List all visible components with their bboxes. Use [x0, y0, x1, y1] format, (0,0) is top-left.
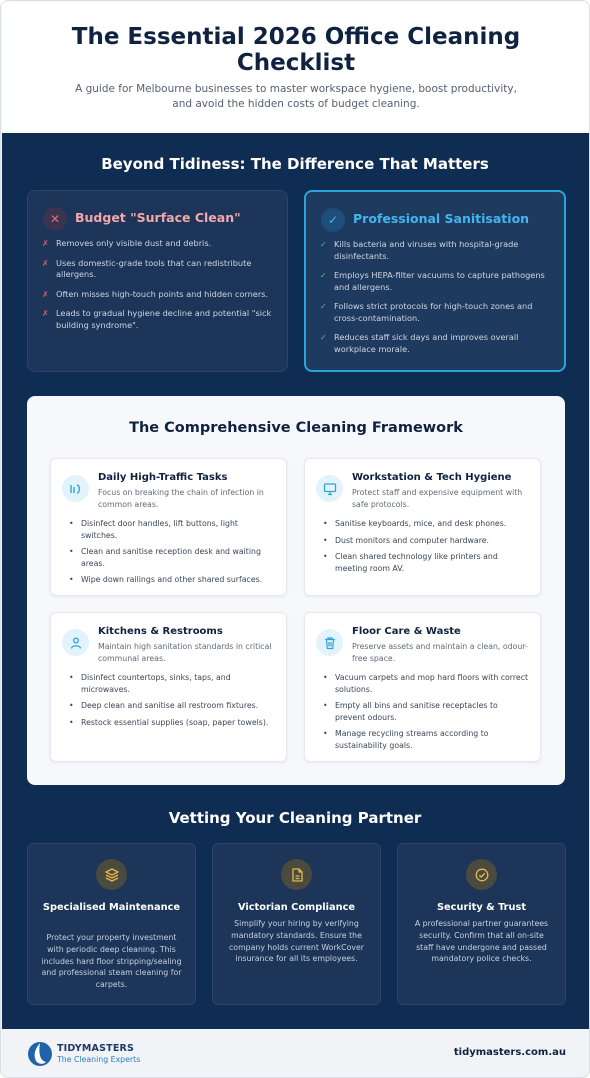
- list-item: • Disinfect door handles, lift buttons, light switches.: [68, 518, 276, 541]
- task-card-list: [322, 672, 530, 756]
- list-item: ✓ Employs HEPA-filter vacuums to capture pathogens and allergens.: [320, 270, 545, 292]
- check-mark-icon: ✓: [320, 240, 327, 249]
- budget-clean-list: [42, 238, 273, 339]
- vetting-card-title: Specialised Maintenance: [42, 902, 181, 913]
- brand-name: TIDYMASTERS: [57, 1043, 135, 1054]
- list-item: ✗ Uses domestic-grade tools that can redistribute allergens.: [42, 257, 252, 279]
- check-icon: ✓: [321, 208, 345, 232]
- list-item: • Restock essential supplies (soap, paper towels).: [68, 717, 276, 729]
- task-card-list: [322, 518, 530, 579]
- task-card-workstation-tech: [304, 458, 541, 596]
- list-item: • Vacuum carpets and mop hard floors with correct solutions.: [322, 672, 530, 695]
- vetting-card-title: Security & Trust: [436, 902, 527, 913]
- list-item: ✗ Often misses high-touch points and hidden corners.: [42, 288, 269, 299]
- layers-icon: [96, 859, 127, 890]
- task-card-title: Kitchens & Restrooms: [98, 626, 223, 637]
- page-subtitle: A guide for Melbourne businesses to master workspace hygiene, boost productivity, and avoid the hidden costs of budget cleaning.: [75, 83, 517, 110]
- list-item: • Manage recycling streams according to sustainability goals.: [322, 728, 530, 751]
- x-mark-icon: ✗: [42, 239, 49, 248]
- task-card-list: [68, 518, 276, 591]
- task-card-title: Daily High-Traffic Tasks: [98, 472, 228, 483]
- framework-title: The Comprehensive Cleaning Framework: [129, 420, 463, 436]
- website-link[interactable]: tidymasters.com.au: [453, 1047, 566, 1058]
- budget-clean-title: Budget "Surface Clean": [75, 210, 241, 225]
- x-mark-icon: ✗: [42, 309, 49, 318]
- trash-icon: [316, 629, 343, 656]
- header: [2, 2, 590, 133]
- vetting-card-victorian-compliance: [212, 843, 381, 1005]
- task-card-subtitle: Focus on breaking the chain of infection in common areas.: [98, 488, 264, 509]
- task-card-daily-high-traffic: [50, 458, 287, 596]
- vetting-card-text: Simplify your hiring by verifying mandatory standards. Ensure the company holds current WorkCover insurance for all its employees.: [229, 919, 364, 964]
- brand-tagline: The Cleaning Experts: [57, 1055, 141, 1064]
- task-card-kitchens-restrooms: [50, 612, 287, 762]
- x-icon: ✕: [43, 207, 67, 231]
- list-item: ✗ Removes only visible dust and debris.: [42, 238, 212, 248]
- vetting-card-security-trust: [397, 843, 566, 1005]
- list-item: • Deep clean and sanitise all restroom fixtures.: [68, 700, 276, 712]
- vetting-card-specialised-maintenance: [27, 843, 196, 1005]
- task-card-list: [68, 672, 276, 733]
- vetting-card-title: Victorian Compliance: [237, 902, 356, 913]
- task-card-subtitle: Maintain high sanitation standards in critical communal areas.: [98, 642, 272, 663]
- list-item: • Sanitise keyboards, mice, and desk phones.: [322, 518, 530, 530]
- tidymasters-logo-icon: [27, 1041, 53, 1067]
- check-mark-icon: ✓: [320, 333, 327, 342]
- task-card-title: Workstation & Tech Hygiene: [352, 472, 512, 483]
- framework-panel: [27, 396, 565, 785]
- comparison-title: Beyond Tidiness: The Difference That Matters: [101, 155, 489, 173]
- check-badge-icon: [466, 859, 497, 890]
- list-item: • Empty all bins and sanitise receptacles to prevent odours.: [322, 700, 530, 723]
- document-icon: [281, 859, 312, 890]
- professional-sanitisation-title: Professional Sanitisation: [353, 211, 530, 226]
- footer: [2, 1029, 590, 1078]
- check-mark-icon: ✓: [320, 302, 327, 311]
- vetting-title: Vetting Your Cleaning Partner: [168, 809, 422, 827]
- list-item: ✓ Follows strict protocols for high-touch zones and cross-contamination.: [320, 301, 533, 323]
- list-item: • Clean and sanitise reception desk and waiting areas.: [68, 546, 276, 569]
- page-title: The Essential 2026 Office Cleaning Checklist: [71, 24, 521, 76]
- check-mark-icon: ✓: [320, 271, 327, 280]
- task-card-subtitle: Protect staff and expensive equipment with safe protocols.: [352, 488, 523, 509]
- monitor-icon: [316, 475, 343, 502]
- vetting-card-text: Protect your property investment with periodic deep cleaning. This includes hard floor stripping/sealing and professional steam cleaning for carpets.: [41, 933, 182, 990]
- hand-sanitize-icon: [62, 475, 89, 502]
- task-card-floor-care-waste: [304, 612, 541, 762]
- professional-sanitisation-card: [304, 190, 566, 372]
- professional-sanitisation-list: [320, 239, 550, 363]
- x-mark-icon: ✗: [42, 258, 49, 268]
- list-item: ✓ Reduces staff sick days and improves overall workplace morale.: [320, 332, 519, 354]
- x-mark-icon: ✗: [42, 289, 49, 299]
- list-item: ✗ Leads to gradual hygiene decline and potential "sick building syndrome".: [42, 308, 272, 330]
- vetting-card-text: A professional partner guarantees security. Confirm that all on-site staff have undergone and passed mandatory police checks.: [414, 919, 549, 964]
- budget-clean-card: [27, 190, 288, 372]
- task-card-subtitle: Preserve assets and maintain a clean, odour-free space.: [352, 642, 528, 663]
- list-item: • Wipe down railings and other shared surfaces.: [68, 574, 276, 586]
- task-card-title: Floor Care & Waste: [352, 626, 461, 637]
- list-item: • Clean shared technology like printers and meeting room AV.: [322, 551, 530, 574]
- list-item: • Dust monitors and computer hardware.: [322, 535, 530, 547]
- person-icon: [62, 629, 89, 656]
- list-item: • Disinfect countertops, sinks, taps, and microwaves.: [68, 672, 276, 695]
- list-item: ✓ Kills bacteria and viruses with hospital-grade disinfectants.: [320, 239, 519, 261]
